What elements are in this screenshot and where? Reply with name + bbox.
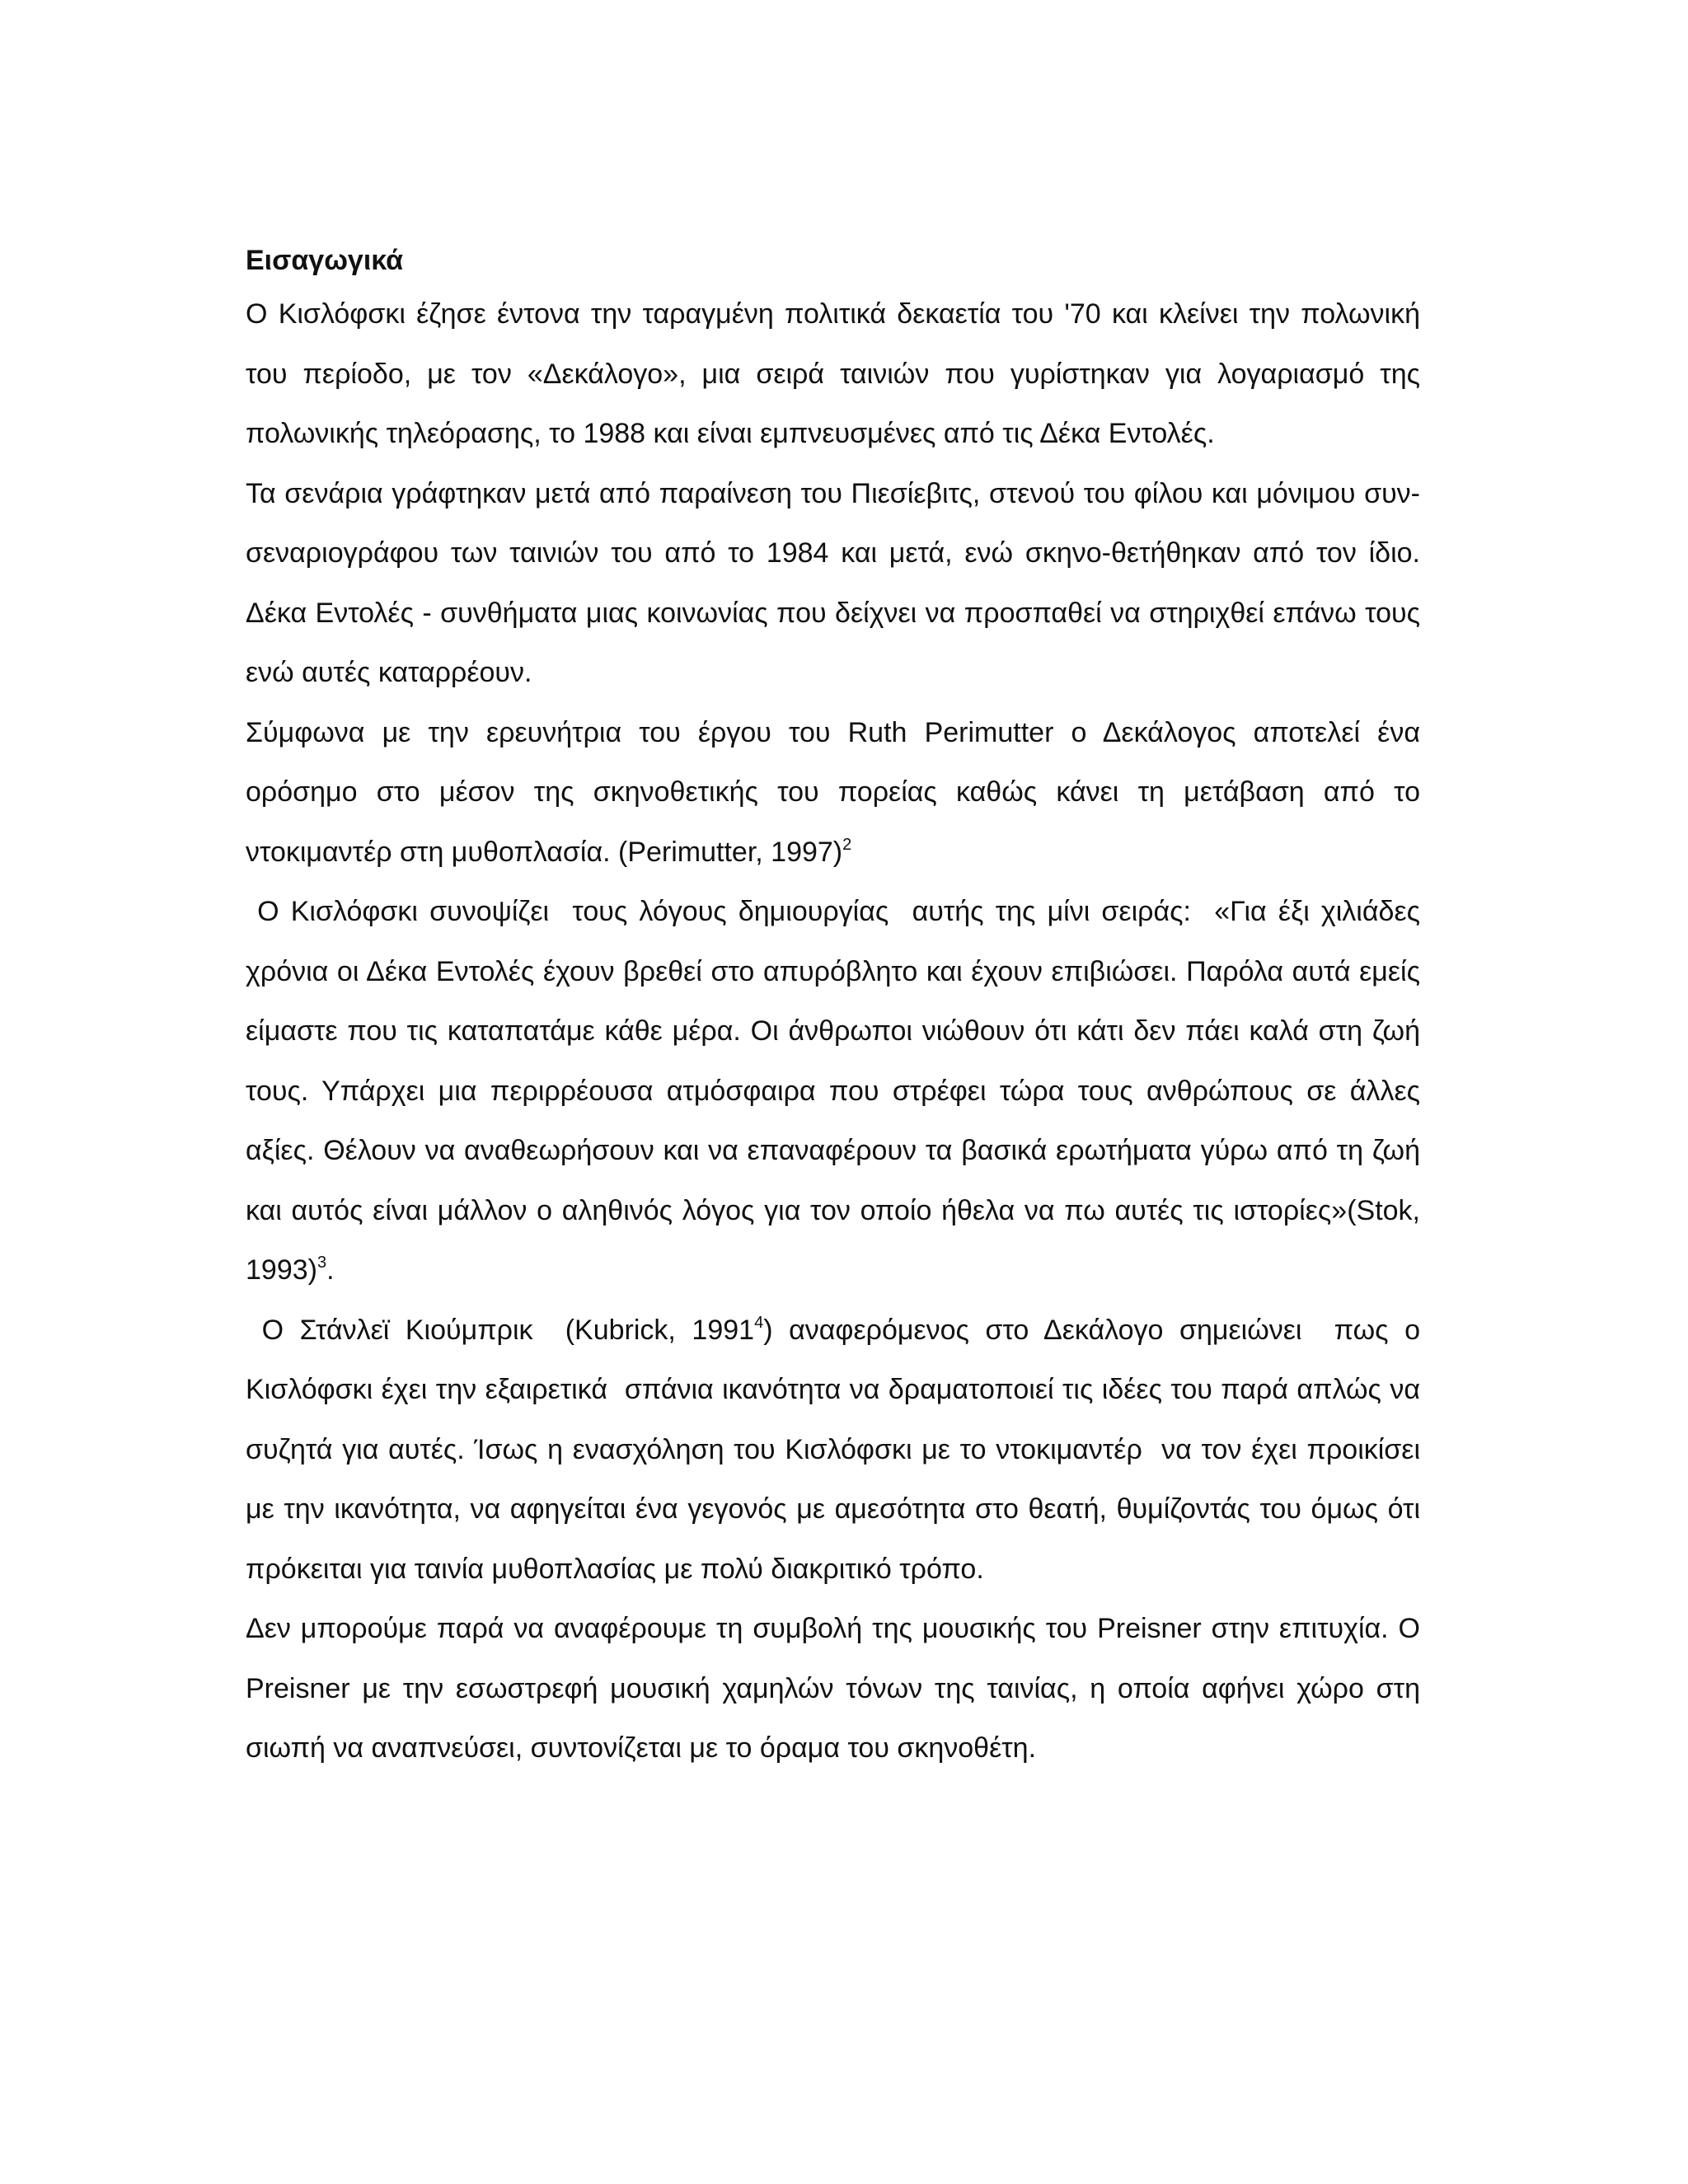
paragraph-kubrick — [246, 1301, 1428, 1600]
paragraph-text: Σύμφωνα με την ερευνήτρια του έργου του Ruth Perimutter ο Δεκάλογος αποτελεί ένα ορόσημο στο μέσον της σκηνοθετικής του πορείας καθώς κάνει τη μετάβαση από το ντοκιμαντέρ στη μυθοπλασία. (Perimutter, 1997) — [246, 716, 1420, 868]
paragraph-intro — [246, 284, 1420, 464]
paragraph-text-start: Ο Στάνλεϊ Κιούμπρικ (Kubrick, 1991 — [246, 1314, 755, 1346]
section-heading: Εισαγωγικά — [246, 245, 404, 276]
document-body — [246, 237, 1428, 1779]
footnote-ref: 4 — [754, 1313, 764, 1332]
footnote-ref: 2 — [842, 835, 852, 854]
paragraph-screenplays — [246, 464, 1420, 703]
footnote-ref: 3 — [316, 1254, 327, 1272]
paragraph-kieslowski-quote — [246, 882, 1428, 1301]
paragraph-text: Τα σενάρια γράφτηκαν μετά από παραίνεση του Πιεσίεβιτς, στενού του φίλου και μόνιμου συν-σεναριογράφου των ταινιών του από το 1984 και μετά, ενώ σκηνο-θετήθηκαν από τον ίδιο. Δέκα Εντολές - συνθήματα μιας κοινωνίας που δείχνει να προσπαθεί να στηριχθεί επάνω τους ενώ αυτές καταρρέουν. — [246, 477, 1420, 688]
paragraph-preisner — [246, 1599, 1420, 1779]
paragraph-text: ) αναφερόμενος στο Δεκάλογο σημειώνει πως ο Κισλόφσκι έχει την εξαιρετικά σπάνια ικανότητα να δραματοποιεί τις ιδέες του παρά απλώς να συζητά για αυτές. Ίσως η ενασχόληση του Κισλόφσκι με το ντοκιμαντέρ να τον έχει προικίσει με την ικανότητα, να αφηγείται ένα γεγονός με αμεσότητα στο θεατή, θυμίζοντάς του όμως ότι πρόκειται για ταινία μυθοπλασίας με πολύ διακριτικό τρόπο. — [246, 1314, 1428, 1585]
paragraph-text: Δεν μπορούμε παρά να αναφέρουμε τη συμβολή της μουσικής του Preisner στην επιτυχία. Ο Preisner με την εσωστρεφή μουσική χαμηλών τόνων της ταινίας, η οποία αφήνει χώρο στη σιωπή να αναπνεύσει, συντονίζεται με το όραμα του σκηνοθέτη. — [246, 1613, 1420, 1764]
paragraph-perimutter — [246, 703, 1420, 883]
paragraph-text: Ο Κισλόφσκι έζησε έντονα την ταραγμένη πολιτικά δεκαετία του '70 και κλείνει την πολωνική του περίοδο, με τον «Δεκάλογο», μια σειρά ταινιών που γυρίστηκαν για λογαριασμό της πολωνικής τηλεόρασης, το 1988 και είναι εμπνευσμένες από τις Δέκα Εντολές. — [246, 298, 1420, 449]
paragraph-text: Ο Κισλόφσκι συνοψίζει τους λόγους δημιουργίας αυτής της μίνι σειράς: «Για έξι χιλιάδες χρόνια οι Δέκα Εντολές έχουν βρεθεί στο απυρόβλητο και έχουν επιβιώσει. Παρόλα αυτά εμείς είμαστε που τις καταπατάμε κάθε μέρα. Οι άνθρωποι νιώθουν ότι κάτι δεν πάει καλά στη ζωή τους. Υπάρχει μια περιρρέουσα ατμόσφαιρα που στρέφει τώρα τους ανθρώπους σε άλλες αξίες. Θέλουν να αναθεωρήσουν και να επαναφέρουν τα βασικά ερωτήματα γύρω από τη ζωή και αυτός είναι μάλλον ο αληθινός λόγος για τον οποίο ήθελα να πω αυτές τις ιστορίες»(Stok, 1993) — [246, 896, 1428, 1286]
paragraph-text-end: . — [326, 1254, 335, 1286]
